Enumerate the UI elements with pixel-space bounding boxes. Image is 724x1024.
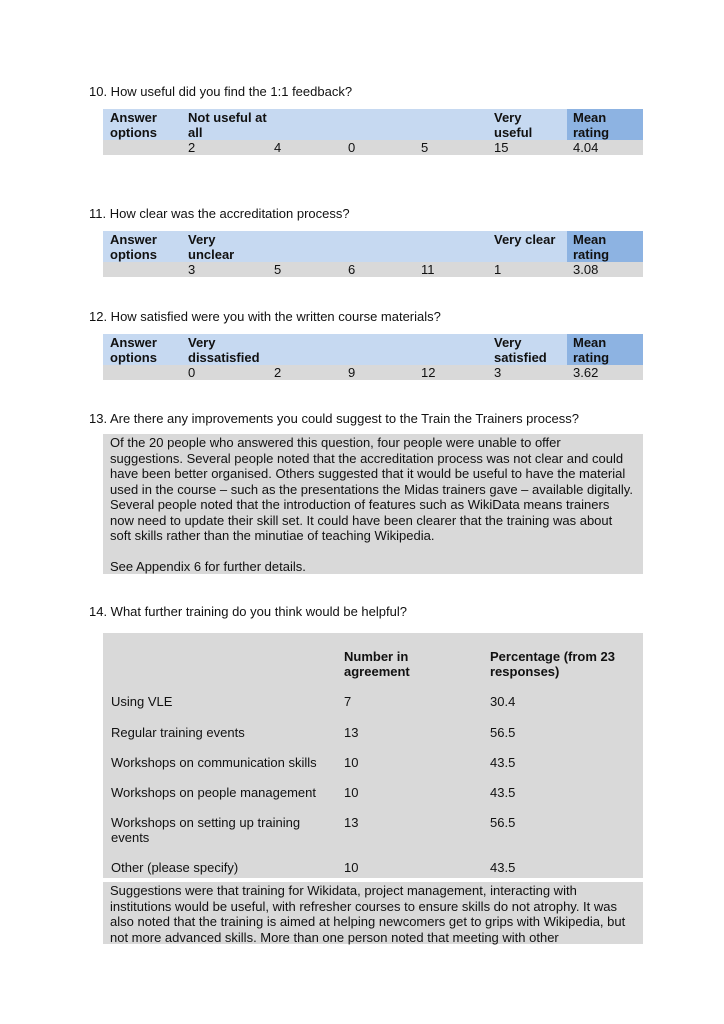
question-14: 14. What further training do you think would be helpful? xyxy=(89,604,407,619)
value-4: 12 xyxy=(421,365,436,380)
value-2: 5 xyxy=(274,262,282,277)
q13-answer-box xyxy=(103,434,643,574)
mean-value: 4.04 xyxy=(573,140,599,155)
header-low-label: Very unclear xyxy=(188,232,235,262)
agreement-percentage: 43.5 xyxy=(490,785,516,800)
agreement-percentage: 56.5 xyxy=(490,815,516,830)
agreement-count: 10 xyxy=(344,860,359,875)
value-3: 0 xyxy=(348,140,356,155)
table-row xyxy=(103,365,643,380)
agreement-percentage: 43.5 xyxy=(490,860,516,875)
header-answer-options: Answer options xyxy=(110,110,157,140)
table-header xyxy=(103,334,643,365)
q14-suggestions-box xyxy=(103,882,643,944)
value-3: 9 xyxy=(348,365,356,380)
training-option: Workshops on communication skills xyxy=(111,755,317,770)
training-option: Workshops on setting up training events xyxy=(111,815,301,845)
question-13: 13. Are there any improvements you could suggest to the Train the Trainers process? xyxy=(89,411,579,426)
question-12: 12. How satisfied were you with the written course materials? xyxy=(89,309,441,324)
value-2: 2 xyxy=(274,365,282,380)
agreement-count: 13 xyxy=(344,815,359,830)
mean-value: 3.08 xyxy=(573,262,599,277)
value-4: 11 xyxy=(421,262,435,277)
value-1: 0 xyxy=(188,365,196,380)
agreement-count: 7 xyxy=(344,694,352,709)
agreement-percentage: 56.5 xyxy=(490,725,516,740)
question-10: 10. How useful did you find the 1:1 feedback? xyxy=(89,84,353,99)
q13-summary: Of the 20 people who answered this question, four people were unable to offer suggestions. Several people noted that the accreditation process was not clear and could have been better organised. Others suggested that it would be useful to have the material used in the course – such as the presentations the Midas trainers gave – available digitally. Several people noted that the introduction of features such as WikiData means trainers now need to update their skill set. It could have been clearer that the training was about soft skills rather than the minutiae of teaching Wikipedia. xyxy=(110,435,633,543)
value-3: 6 xyxy=(348,262,356,277)
header-answer-options: Answer options xyxy=(110,335,157,365)
header-number-in-agreement: Number in agreement xyxy=(344,649,410,679)
training-option: Using VLE xyxy=(111,694,173,709)
question-11: 11. How clear was the accreditation process? xyxy=(89,206,350,221)
table-row xyxy=(103,262,643,277)
training-option: Other (please specify) xyxy=(111,860,239,875)
header-answer-options: Answer options xyxy=(110,232,157,262)
header-mean-rating: Mean rating xyxy=(573,232,610,262)
table-row xyxy=(103,140,643,155)
q14-suggestions: Suggestions were that training for Wikidata, project management, interacting with institutions would be useful, with refresher courses to ensure skills do not atrophy. It was also noted that the training is aimed at helping newcomers get to grips with Wikipedia, but not more advanced skills. More than one person noted that meeting with other xyxy=(110,883,626,945)
header-high-label: Very satisfied xyxy=(494,335,547,365)
training-option: Regular training events xyxy=(111,725,245,740)
agreement-count: 10 xyxy=(344,785,359,800)
header-low-label: Very dissatisfied xyxy=(188,335,260,365)
header-high-label: Very useful xyxy=(494,110,533,140)
header-low-label: Not useful at all xyxy=(188,110,267,140)
training-option: Workshops on people management xyxy=(111,785,316,800)
agreement-percentage: 43.5 xyxy=(490,755,516,770)
agreement-count: 10 xyxy=(344,755,359,770)
value-1: 2 xyxy=(188,140,196,155)
value-5: 1 xyxy=(494,262,502,277)
table-header xyxy=(103,109,643,140)
value-5: 15 xyxy=(494,140,509,155)
agreement-percentage: 30.4 xyxy=(490,694,516,709)
mean-value: 3.62 xyxy=(573,365,599,380)
header-high-label: Very clear xyxy=(494,232,556,247)
value-4: 5 xyxy=(421,140,429,155)
value-2: 4 xyxy=(274,140,282,155)
training-table xyxy=(103,633,643,878)
value-5: 3 xyxy=(494,365,502,380)
header-mean-rating: Mean rating xyxy=(573,110,610,140)
value-1: 3 xyxy=(188,262,196,277)
q13-appendix-note: See Appendix 6 for further details. xyxy=(110,559,306,574)
header-mean-rating: Mean rating xyxy=(573,335,610,365)
header-percentage: Percentage (from 23 responses) xyxy=(490,649,615,679)
agreement-count: 13 xyxy=(344,725,359,740)
